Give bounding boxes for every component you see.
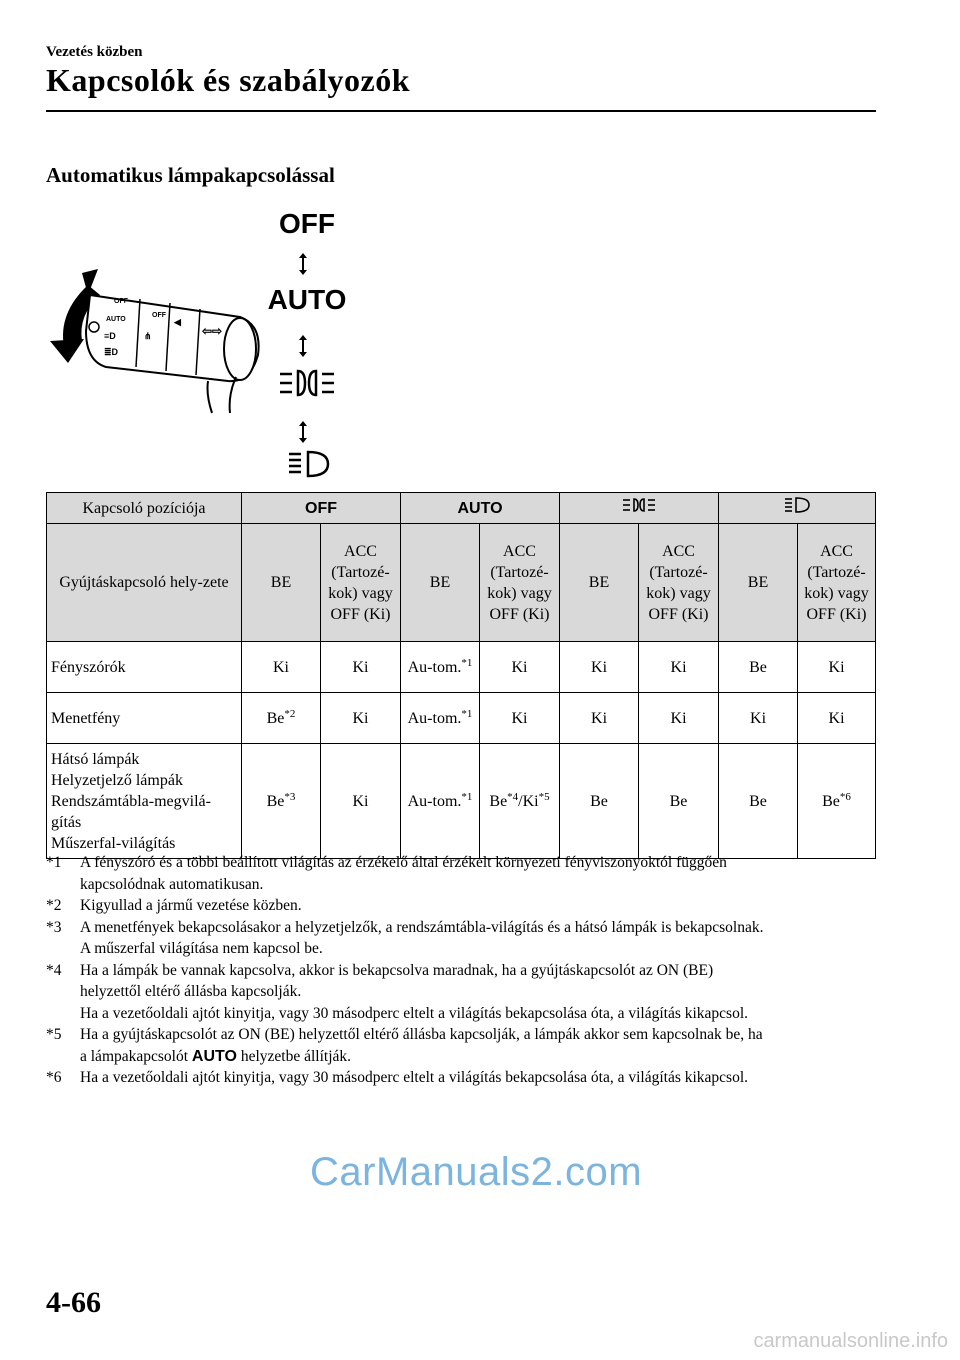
header-switch-position: Kapcsoló pozíciója bbox=[47, 493, 242, 524]
table-cell: Ki bbox=[798, 642, 876, 693]
table-cell: Ki bbox=[480, 642, 560, 693]
updown-arrow-icon bbox=[296, 252, 310, 276]
ign-cell: BE bbox=[242, 524, 321, 642]
table-cell: Be bbox=[560, 744, 639, 859]
ign-cell: ACC (Tartozé-kok) vagy OFF (Ki) bbox=[798, 524, 876, 642]
row-label: Menetfény bbox=[47, 693, 242, 744]
col-parking-lights bbox=[560, 493, 719, 524]
table-row bbox=[47, 693, 876, 744]
svg-text:◀: ◀ bbox=[174, 317, 181, 327]
footnote: *2 Kigyullad a jármű vezetése közben. bbox=[46, 897, 302, 914]
parking-lights-icon bbox=[276, 366, 338, 400]
headlight-icon bbox=[783, 496, 811, 514]
footnote: *5 Ha a gyújtáskapcsolót az ON (BE) helyzettől eltérő állásba kapcsolják, a lámpák akkor sem kapcsolnak be, ha a lámpakapcsolót AUTO helyzetbe állítják. bbox=[46, 1026, 763, 1065]
watermark: CarManuals2.com bbox=[310, 1150, 643, 1194]
footnote: *4 Ha a lámpák be vannak kapcsolva, akkor is bekapcsolva maradnak, ha a gyújtáskapcsolót az ON (BE) helyzettől eltérő állásba kapcsolják. Ha a vezetőoldali ajtót kinyitja, vagy 30 másodperc eltelt a világítás bekapcsolása óta, a világítás kikapcsol. bbox=[46, 961, 749, 1022]
stalk-off-label: OFF bbox=[114, 298, 128, 305]
table-cell: Ki bbox=[719, 693, 798, 744]
position-off-label: OFF bbox=[279, 208, 335, 239]
table-cell: Ki bbox=[321, 744, 401, 859]
row-label: Fényszórók bbox=[47, 642, 242, 693]
table-cell: Ki bbox=[560, 693, 639, 744]
svg-text:≡D: ≡D bbox=[104, 331, 116, 341]
light-switch-table bbox=[46, 492, 876, 859]
table-cell: Au-tom.$^{*1}$ bbox=[401, 642, 480, 693]
ign-cell: BE bbox=[560, 524, 639, 642]
ignition-label: Gyújtáskapcsoló hely-zete bbox=[47, 524, 242, 642]
updown-arrow-icon bbox=[296, 334, 310, 358]
table-cell: Be$^{*4}$/Ki$^{*5}$ bbox=[480, 744, 560, 859]
ign-cell: ACC (Tartozé-kok) vagy OFF (Ki) bbox=[321, 524, 401, 642]
footnotes bbox=[46, 852, 876, 1089]
table-cell: Ki bbox=[242, 642, 321, 693]
headlight-stalk-figure bbox=[40, 255, 270, 415]
section-subtitle: Automatikus lámpakapcsolással bbox=[46, 163, 335, 187]
col-off: OFF bbox=[242, 493, 401, 524]
table-cell: Be bbox=[639, 744, 719, 859]
parking-lights-icon bbox=[621, 496, 657, 514]
table-cell: Ki bbox=[321, 693, 401, 744]
table-cell: Ki bbox=[639, 693, 719, 744]
page-number: 4-66 bbox=[46, 1286, 101, 1319]
table-cell: Be$^{*3}$ bbox=[242, 744, 321, 859]
title-rule bbox=[46, 110, 876, 112]
svg-text:≣D: ≣D bbox=[104, 347, 119, 357]
table-cell: Ki bbox=[560, 642, 639, 693]
ign-cell: ACC (Tartozé-kok) vagy OFF (Ki) bbox=[480, 524, 560, 642]
footnote: *1 A fényszóró és a többi beállított világítás az érzékelő által érzékelt környezeti fényviszonyoktól függően kapcsolódnak automatikusan. bbox=[46, 854, 727, 893]
table-cell: Au-tom.$^{*1}$ bbox=[401, 744, 480, 859]
footnote: *6 Ha a vezetőoldali ajtót kinyitja, vagy 30 másodperc eltelt a világítás bekapcsolása óta, a világítás kikapcsol. bbox=[46, 1069, 749, 1086]
svg-text:⋔: ⋔ bbox=[144, 331, 152, 341]
table-cell: Ki bbox=[480, 693, 560, 744]
table-cell: Ki bbox=[639, 642, 719, 693]
table-cell: Be bbox=[719, 642, 798, 693]
footnote: *3 A menetfények bekapcsolásakor a helyzetjelzők, a rendszámtábla-világítás és a hátsó lámpák is bekapcsolnak. A műszerfal világítása nem kapcsol be. bbox=[46, 918, 764, 957]
updown-arrow-icon bbox=[296, 420, 310, 444]
headlight-icon bbox=[286, 448, 332, 480]
auto-inline-symbol: AUTO bbox=[191, 1047, 237, 1065]
position-auto-label: AUTO bbox=[267, 284, 347, 315]
svg-text:⇦⇨: ⇦⇨ bbox=[202, 324, 223, 338]
table-cell: Be bbox=[719, 744, 798, 859]
table-cell: Be$^{*2}$ bbox=[242, 693, 321, 744]
row-label: Hátsó lámpák Helyzetjelző lámpák Rendszámtábla-megvilá- gítás Műszerfal-világítás bbox=[47, 744, 242, 859]
ign-cell: ACC (Tartozé-kok) vagy OFF (Ki) bbox=[639, 524, 719, 642]
table-row bbox=[47, 642, 876, 693]
table-cell: Ki bbox=[321, 642, 401, 693]
table-cell: Au-tom.$^{*1}$ bbox=[401, 693, 480, 744]
stalk-off2-label: OFF bbox=[152, 312, 166, 319]
stalk-auto-label: AUTO bbox=[106, 316, 126, 323]
ign-cell: BE bbox=[401, 524, 480, 642]
table-row bbox=[47, 744, 876, 859]
col-headlights bbox=[719, 493, 876, 524]
table-cell: Be$^{*6}$ bbox=[798, 744, 876, 859]
page-title: Kapcsolók és szabályozók bbox=[46, 62, 411, 98]
section-header: Vezetés közben bbox=[46, 44, 143, 60]
ign-cell: BE bbox=[719, 524, 798, 642]
table-cell: Ki bbox=[798, 693, 876, 744]
col-auto: AUTO bbox=[401, 493, 560, 524]
footer-site: carmanualsonline.info bbox=[753, 1330, 948, 1352]
